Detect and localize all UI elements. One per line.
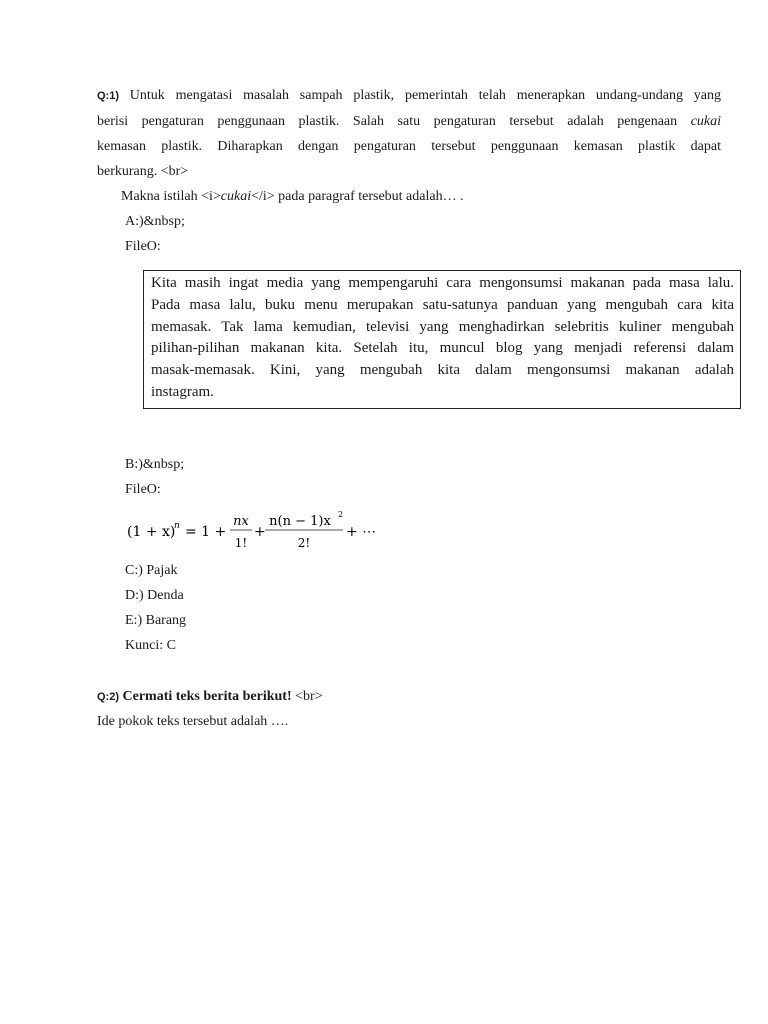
formula-frac1-denominator: 1! xyxy=(234,536,248,550)
textbox-line-5: masak-memasak. Kini, yang mengubah kita dalam mengonsumsi makanan adalah xyxy=(151,362,734,379)
formula-frac2-denominator: 2! xyxy=(297,536,311,550)
formula-plus: + xyxy=(254,524,266,540)
textbox-line-1: Kita masih ingat media yang mempengaruhi cara mengonsumsi makanan pada masa lalu. xyxy=(151,275,734,291)
option-c: C:) Pajak xyxy=(125,563,178,578)
option-b-label: B:)&nbsp; xyxy=(125,457,185,472)
reading-textbox xyxy=(143,270,741,409)
q1-line-4: berkurang. <br> xyxy=(97,164,189,179)
q2-number: Q:2) xyxy=(97,691,119,703)
q2-title-suffix: <br> xyxy=(291,689,323,704)
textbox-line-6: instagram. xyxy=(151,383,214,400)
q1-line-2 xyxy=(97,112,721,132)
option-a-file: FileO: xyxy=(125,239,161,254)
option-a-label: A:)&nbsp; xyxy=(125,214,185,229)
binomial-formula xyxy=(127,506,387,552)
formula-frac2-numerator: n(n − 1)x xyxy=(269,514,331,529)
q1-text-line-1: Untuk mengatasi masalah sampah plastik, pemerintah telah menerapkan undang-undang yang xyxy=(129,88,721,103)
q1-prompt-italic: cukai xyxy=(220,189,252,204)
q1-prompt xyxy=(121,187,464,207)
q1-number: Q:1) xyxy=(97,90,119,102)
textbox-line-2: Pada masa lalu, buku menu merupakan satu-satunya panduan yang mengubah cara kita xyxy=(151,296,734,313)
option-d: D:) Denda xyxy=(125,588,184,603)
formula-lhs-exponent: n xyxy=(174,521,180,531)
answer-key: Kunci: C xyxy=(125,638,176,653)
option-b-file: FileO: xyxy=(125,482,161,497)
q1-text-line-3: kemasan plastik. Diharapkan dengan pengaturan tersebut penggunaan kemasan plastik dapat xyxy=(97,139,721,154)
q2-prompt: Ide pokok teks tersebut adalah …. xyxy=(97,714,289,729)
q2-line-1 xyxy=(97,687,323,707)
textbox-line-3: memasak. Tak lama kemudian, televisi yang menghadirkan selebritis kuliner mengubah xyxy=(151,318,734,335)
formula-frac1-numerator: nx xyxy=(233,514,249,529)
formula-frac2-numerator-exponent: 2 xyxy=(338,510,344,519)
q1-line-3 xyxy=(97,137,721,157)
q1-line-1 xyxy=(97,86,721,106)
formula-lhs: (1 + x) xyxy=(127,524,176,540)
q1-prompt-after: </i> pada paragraf tersebut adalah… . xyxy=(251,189,464,204)
formula-tail: + ⋯ xyxy=(346,524,377,540)
formula-equals-one-plus: = 1 + xyxy=(185,524,227,540)
q1-prompt-before: Makna istilah <i> xyxy=(121,189,221,204)
q2-title: Cermati teks berita berikut! xyxy=(122,689,292,704)
option-e: E:) Barang xyxy=(125,613,187,628)
q1-term-cukai: cukai xyxy=(690,114,722,129)
textbox-line-4: pilihan-pilihan makanan kita. Setelah itu, muncul blog yang menjadi referensi dalam xyxy=(151,340,734,357)
q1-text-line-2: berisi pengaturan penggunaan plastik. Salah satu pengaturan tersebut adalah pengenaan xyxy=(97,114,678,129)
